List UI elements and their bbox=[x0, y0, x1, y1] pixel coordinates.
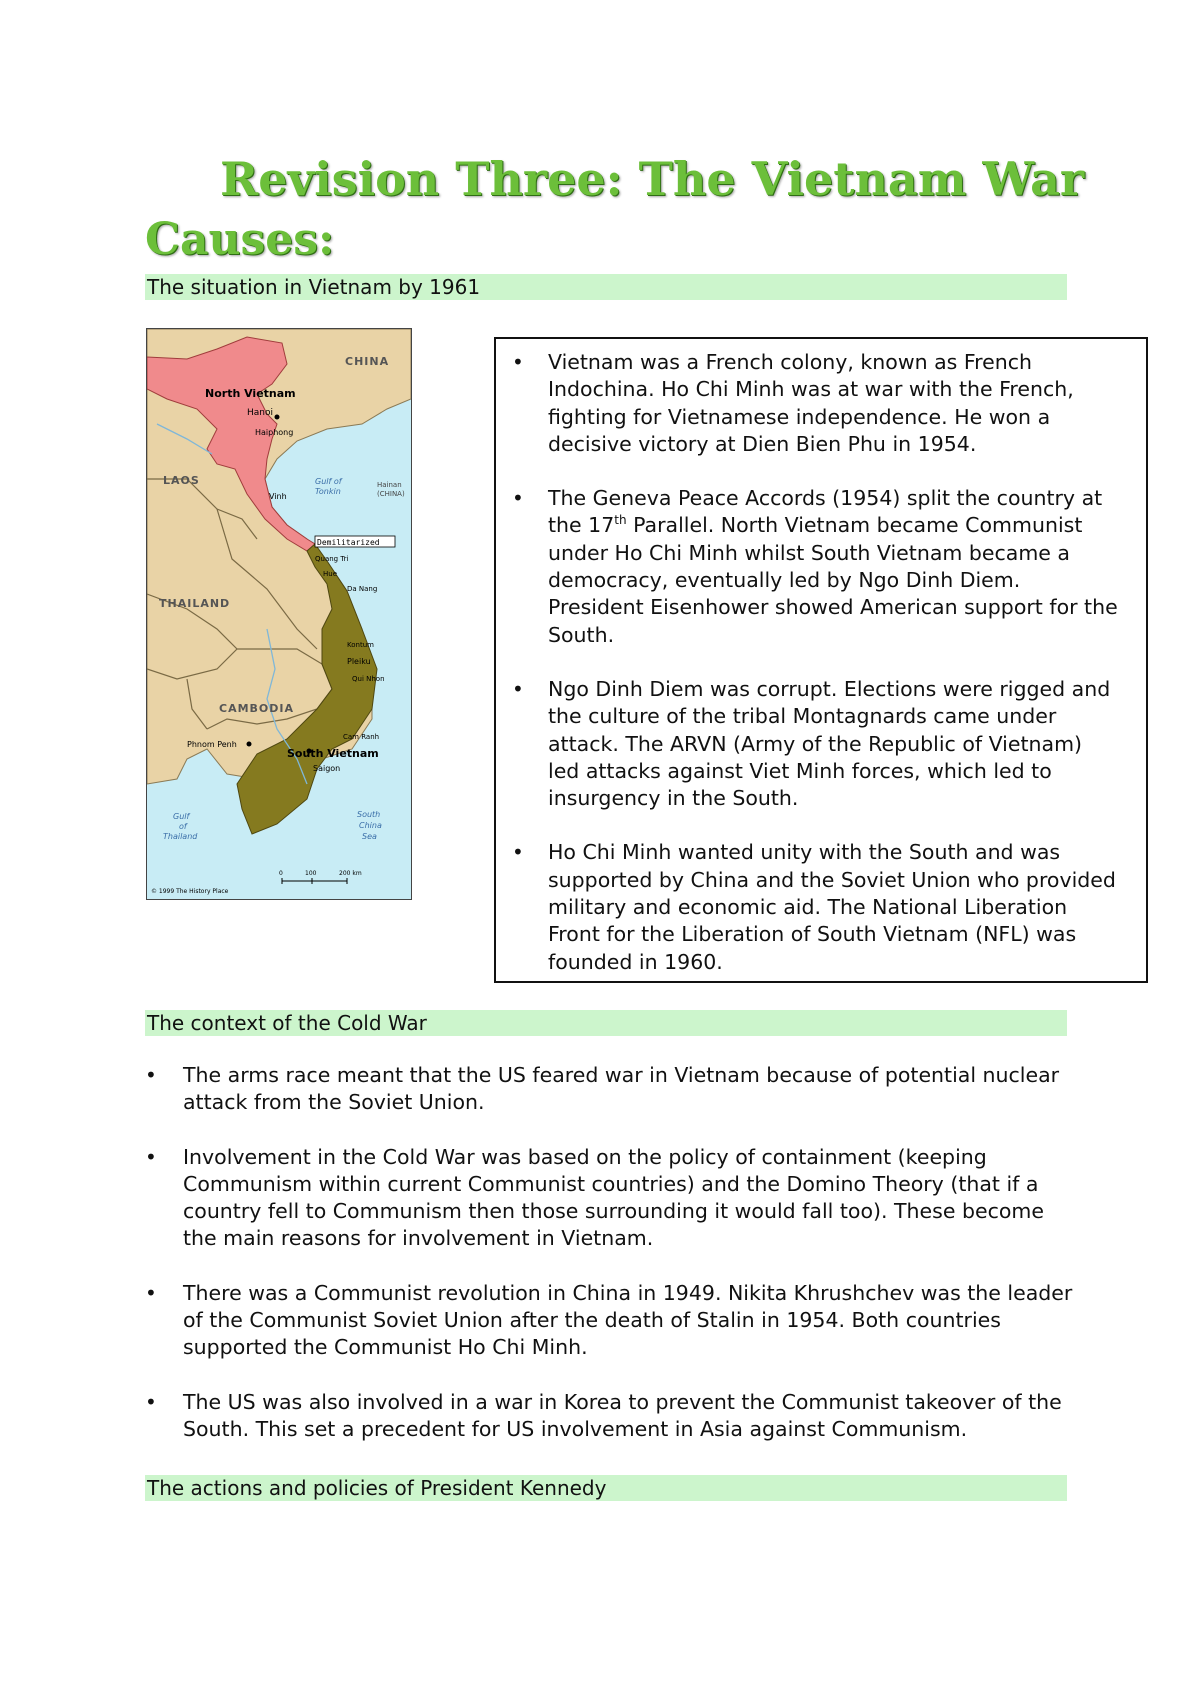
map-label-south-china-sea-2: China bbox=[359, 821, 382, 830]
map-label-cambodia: CAMBODIA bbox=[219, 702, 295, 715]
map-label-saigon: Saigon bbox=[313, 764, 341, 773]
map-label-haiphong: Haiphong bbox=[255, 428, 294, 437]
map-label-north-vietnam: North Vietnam bbox=[205, 387, 296, 400]
list-item: • There was a Communist revolution in China in 1949. Nikita Khrushchev was the leader of the Communist Soviet Union after the death of Stalin in 1954. Both countries supported the Communist Ho Chi Minh. bbox=[145, 1280, 1075, 1362]
map-label-quang-tri: Quang Tri bbox=[315, 555, 349, 563]
map-label-south-china-sea-3: Sea bbox=[362, 832, 377, 841]
map-label-gulf-tonkin-1: Gulf of bbox=[315, 477, 342, 486]
list-item: • The arms race meant that the US feared war in Vietnam because of potential nuclear attack from the Soviet Union. bbox=[145, 1062, 1075, 1117]
map-scale-100: 100 bbox=[305, 870, 317, 877]
map-label-gulf-thailand-3: Thailand bbox=[163, 832, 198, 841]
page-title: Revision Three: The Vietnam War bbox=[220, 152, 1085, 206]
map-label-da-nang: Da Nang bbox=[347, 585, 378, 593]
section-heading-situation: The situation in Vietnam by 1961 bbox=[145, 274, 1067, 300]
map-label-china: CHINA bbox=[345, 355, 390, 368]
map-hanoi-dot bbox=[275, 415, 280, 420]
list-item: • Involvement in the Cold War was based on the policy of containment (keeping Communism within current Communist countries) and the Domino Theory (that if a country fell to Communism then those surrounding it would fall too). These become the main reasons for involvement in Vietnam. bbox=[145, 1144, 1075, 1253]
map-label-vinh: Vinh bbox=[269, 492, 287, 501]
list-item: • Ho Chi Minh wanted unity with the South and was supported by China and the Soviet Union who provided military and economic aid. The National Liberation Front for the Liberation of South Vietnam (NFL) was founded in 1960. bbox=[510, 839, 1118, 975]
section-heading-cold-war: The context of the Cold War bbox=[145, 1010, 1067, 1036]
section-heading-kennedy: The actions and policies of President Kennedy bbox=[145, 1475, 1067, 1501]
map-scale-0: 0 bbox=[279, 870, 283, 877]
map-label-hanoi: Hanoi bbox=[247, 408, 273, 418]
list-item: • Vietnam was a French colony, known as French Indochina. Ho Chi Minh was at war with the French, fighting for Vietnamese independence. He won a decisive victory at Dien Bien Phu in 1954. bbox=[510, 349, 1118, 458]
map-label-south-china-sea-1: South bbox=[357, 810, 381, 819]
map-label-gulf-thailand-1: Gulf bbox=[173, 812, 190, 821]
map-label-hue: Hue bbox=[323, 570, 338, 578]
map-label-pleiku: Pleiku bbox=[347, 657, 371, 666]
map-label-phnom-penh: Phnom Penh bbox=[187, 740, 237, 749]
map-label-thailand: THAILAND bbox=[159, 597, 231, 610]
map-label-cam-ranh: Cam Ranh bbox=[343, 733, 380, 741]
map-scale-200: 200 km bbox=[339, 870, 362, 877]
list-item: • The US was also involved in a war in Korea to prevent the Communist takeover of the South. This set a precedent for US involvement in Asia against Communism. bbox=[145, 1389, 1075, 1444]
map-label-hainan-1: Hainan bbox=[377, 481, 402, 489]
causes-heading: Causes: bbox=[145, 214, 335, 265]
list-item: • Ngo Dinh Diem was corrupt. Elections were rigged and the culture of the tribal Montagnards came under attack. The ARVN (Army of the Republic of Vietnam) led attacks against Viet Minh forces, which led to insurgency in the South. bbox=[510, 676, 1118, 812]
cold-war-bullet-list bbox=[145, 1062, 1075, 1470]
map-label-kontum: Kontum bbox=[347, 641, 374, 649]
list-item: • The Geneva Peace Accords (1954) split the country at the 17th Parallel. North Vietnam became Communist under Ho Chi Minh whilst South Vietnam became a democracy, eventually led by Ngo Dinh Diem. President Eisenhower showed American support for the South. bbox=[510, 485, 1118, 649]
map-label-laos: LAOS bbox=[163, 474, 200, 487]
map-label-gulf-tonkin-2: Tonkin bbox=[315, 487, 341, 496]
map-copyright: © 1999 The History Place bbox=[151, 888, 229, 895]
map-label-demilitarized: Demilitarized bbox=[317, 538, 380, 547]
situation-bullet-box bbox=[494, 337, 1148, 983]
map-label-gulf-thailand-2: of bbox=[179, 822, 187, 831]
map-label-qui-nhon: Qui Nhon bbox=[352, 675, 385, 683]
map-label-hainan-2: (CHINA) bbox=[377, 490, 405, 498]
vietnam-map bbox=[146, 328, 412, 900]
map-phnom-penh-dot bbox=[247, 742, 252, 747]
map-label-south-vietnam: South Vietnam bbox=[287, 747, 379, 760]
